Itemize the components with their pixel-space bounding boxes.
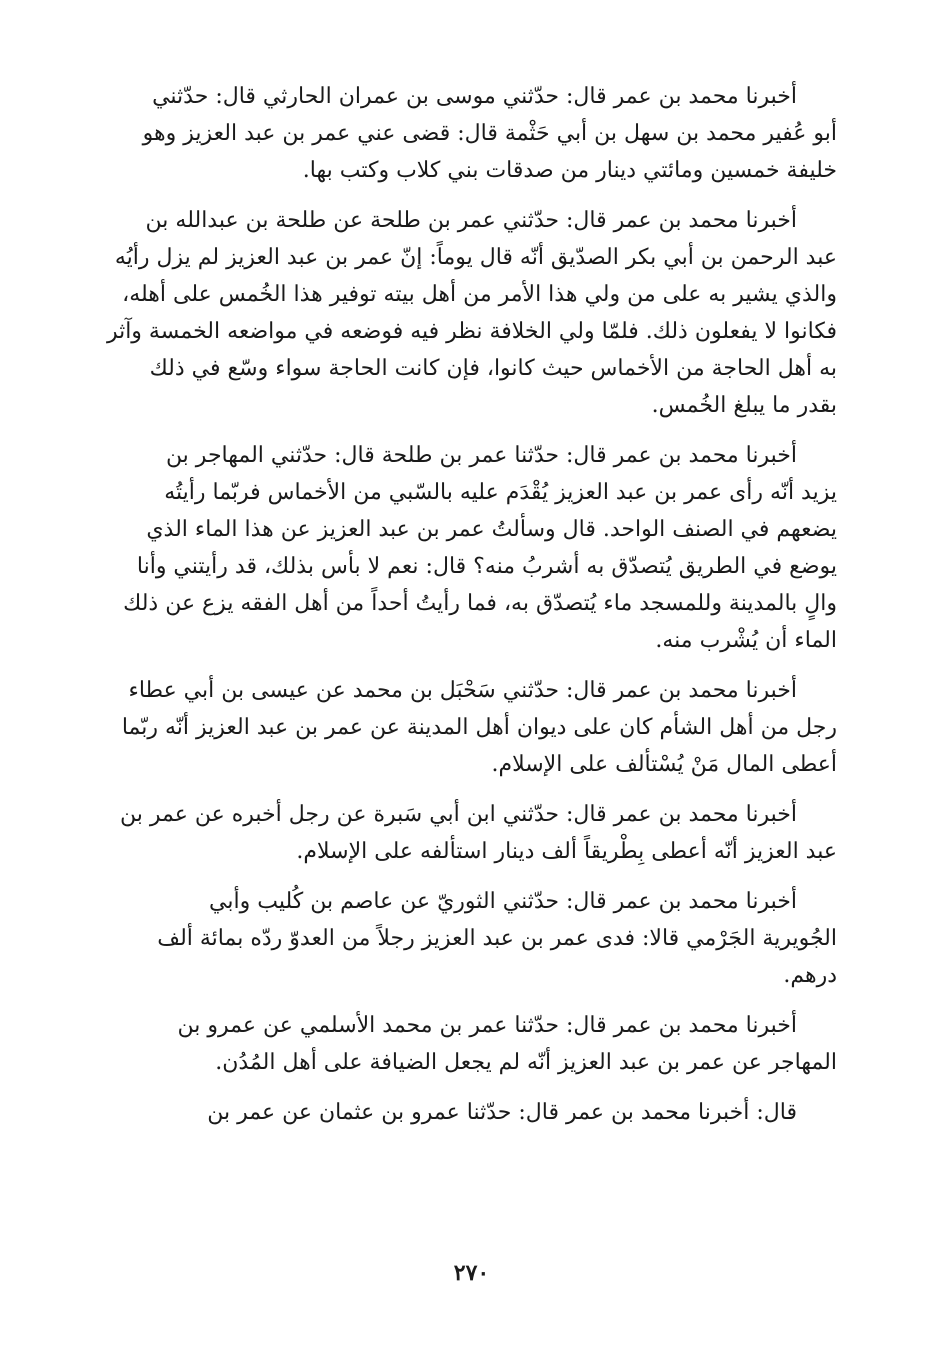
text-line: أخبرنا محمد بن عمر قال: حدّثني موسى بن عمران الحارثي قال: حدّثني <box>152 84 797 109</box>
page-number: ٢٧٠ <box>453 1260 490 1286</box>
text-line: يضعهم في الصنف الواحد. قال وسألتُ عمر بن عبد العزيز عن هذا الماء الذي <box>146 517 837 542</box>
text-line: المهاجر عن عمر بن عبد العزيز أنّه لم يجعل الضيافة على أهل المُدُن. <box>215 1050 837 1075</box>
text-line: الماء أن يُشْرب منه. <box>655 628 837 653</box>
text-line: أخبرنا محمد بن عمر قال: حدّثنا عمر بن طلحة قال: حدّثني المهاجر بن <box>165 443 797 468</box>
text-line: بقدر ما يبلغ الخُمس. <box>651 393 837 418</box>
text-line: أعطى المال مَنْ يُسْتألف على الإسلام. <box>491 752 837 777</box>
text-line: أخبرنا محمد بن عمر قال: حدّثني عمر بن طلحة عن طلحة بن عبدالله بن <box>145 208 797 233</box>
text-line: يوضع في الطريق يُتصدّق به أشربُ منه؟ قال: نعم لا بأس بذلك، قد رأيتني وأنا <box>136 554 837 579</box>
text-line: عبد الرحمن بن أبي بكر الصدّيق أنّه قال يوماً: إنّ عمر بن عبد العزيز لم يزل رأيُه <box>114 245 837 270</box>
paragraph-8 <box>92 1094 837 1131</box>
text-line: خليفة خمسين ومائتي دينار من صدقات بني كلاب وكتب بها. <box>302 158 837 183</box>
paragraph-3 <box>92 437 837 659</box>
paragraph-4 <box>92 672 837 783</box>
text-line: أخبرنا محمد بن عمر قال: حدّثني الثوريّ عن عاصم بن كُليب وأبي <box>209 889 797 914</box>
text-line: أخبرنا محمد بن عمر قال: حدّثنا عمر بن محمد الأسلمي عن عمرو بن <box>177 1013 797 1038</box>
text-line: درهم. <box>783 963 837 988</box>
text-line: عبد العزيز أنّه أعطى بِطْريقاً ألف دينار استألفه على الإسلام. <box>296 839 837 864</box>
text-line: به أهل الحاجة من الأخماس حيث كانوا، فإن كانت الحاجة سواء وسّع في ذلك <box>149 356 837 381</box>
text-line: فكانوا لا يفعلون ذلك. فلمّا ولي الخلافة نظر فيه فوضعه في مواضعه الخمسة وآثر <box>106 319 837 344</box>
paragraph-2 <box>92 202 837 424</box>
text-line: أخبرنا محمد بن عمر قال: حدّثني ابن أبي سَبرة عن رجل أخبره عن عمر بن <box>120 802 797 827</box>
text-line: والٍ بالمدينة وللمسجد ماء يُتصدّق به، فما رأيتُ أحداً من أهل الفقه يزع عن ذلك <box>123 591 837 616</box>
paragraph-6 <box>92 883 837 994</box>
text-line: أبو عُفير محمد بن سهل بن أبي حَثْمة قال: قضى عني عمر بن عبد العزيز وهو <box>142 121 837 146</box>
book-page-text <box>92 78 837 1144</box>
text-line: أخبرنا محمد بن عمر قال: حدّثني سَحْبَل بن محمد عن عيسى بن أبي عطاء <box>128 678 797 703</box>
paragraph-1 <box>92 78 837 189</box>
text-line: يزيد أنّه رأى عمر بن عبد العزيز يُقْدَم عليه بالسّبي من الأخماس فربّما رأيتُه <box>164 480 837 505</box>
paragraph-5 <box>92 796 837 870</box>
text-line: رجل من أهل الشأم كان على ديوان أهل المدينة عن عمر بن عبد العزيز أنّه ربّما <box>121 715 837 740</box>
text-line: قال: أخبرنا محمد بن عمر قال: حدّثنا عمرو بن عثمان عن عمر بن <box>207 1100 797 1125</box>
paragraph-7 <box>92 1007 837 1081</box>
text-line: والذي يشير به على من ولي هذا الأمر من أهل بيته توفير هذا الخُمس على أهله، <box>122 282 837 307</box>
text-line: الجُويرية الجَرْمي قالا: فدى عمر بن عبد العزيز رجلاً من العدوّ ردّه بمائة ألف <box>157 926 837 951</box>
